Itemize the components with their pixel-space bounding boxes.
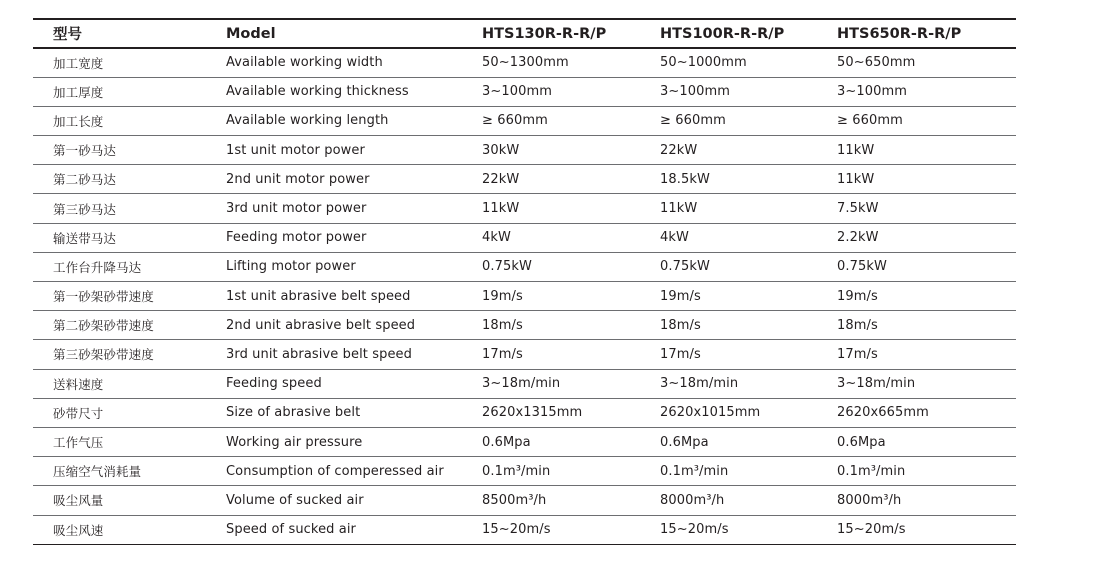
cell-en: Volume of sucked air: [226, 492, 364, 508]
cell-model-1: 18m/s: [482, 317, 523, 333]
table-row: [33, 223, 1016, 252]
cell-en: 3rd unit motor power: [226, 201, 367, 217]
header-model-2: HTS100R-R-R/P: [660, 25, 785, 42]
cell-model-1: 3~18m/min: [482, 376, 561, 392]
table-row: [33, 252, 1016, 281]
cell-model-1: 30kW: [482, 142, 520, 158]
cell-model-3: 8000m³/h: [837, 492, 902, 508]
cell-model-1: 3~100mm: [482, 84, 553, 100]
table-row: [33, 77, 1016, 106]
cell-model-1: 11kW: [482, 201, 520, 217]
table-row: [33, 427, 1016, 456]
cell-model-1: 4kW: [482, 230, 511, 246]
table-header: [33, 19, 1016, 48]
spec-table: [33, 18, 1016, 545]
cell-model-2: 3~18m/min: [660, 376, 739, 392]
cell-cn: 压缩空气消耗量: [53, 464, 142, 480]
cell-en: Feeding speed: [226, 376, 322, 392]
cell-cn: 第一砂马达: [53, 143, 117, 159]
table-row: [33, 340, 1016, 369]
cell-cn: 第二砂架砂带速度: [53, 318, 154, 334]
cell-model-3: 0.6Mpa: [837, 434, 886, 450]
cell-cn: 第三砂架砂带速度: [53, 347, 154, 363]
table-row: [33, 282, 1016, 311]
cell-cn: 第三砂马达: [53, 201, 117, 217]
cell-en: 1st unit motor power: [226, 142, 365, 158]
table-row: [33, 165, 1016, 194]
cell-model-2: 0.75kW: [660, 259, 710, 275]
cell-en: 2nd unit motor power: [226, 171, 370, 187]
table-row: [33, 311, 1016, 340]
table-row: [33, 515, 1016, 544]
table-row: [33, 48, 1016, 77]
cell-model-3: 50~650mm: [837, 55, 916, 71]
cell-model-2: 2620x1015mm: [660, 405, 761, 421]
cell-en: Available working width: [226, 55, 383, 71]
cell-model-1: 22kW: [482, 171, 520, 187]
cell-model-2: 8000m³/h: [660, 492, 725, 508]
cell-cn: 吸尘风速: [53, 522, 104, 538]
cell-model-1: 2620x1315mm: [482, 405, 583, 421]
table-row: [33, 136, 1016, 165]
cell-en: Available working length: [226, 113, 389, 129]
header-en: Model: [226, 25, 276, 42]
cell-en: Feeding motor power: [226, 230, 367, 246]
cell-model-1: 8500m³/h: [482, 492, 547, 508]
cell-model-1: 19m/s: [482, 288, 523, 304]
cell-model-2: ≥ 660mm: [660, 113, 726, 129]
header-cn: 型号: [53, 27, 82, 43]
cell-model-3: ≥ 660mm: [837, 113, 903, 129]
cell-model-2: 18.5kW: [660, 171, 710, 187]
cell-model-3: 11kW: [837, 171, 875, 187]
cell-model-3: 3~18m/min: [837, 376, 916, 392]
cell-en: Speed of sucked air: [226, 522, 356, 538]
cell-cn: 加工宽度: [53, 55, 104, 71]
cell-model-2: 0.6Mpa: [660, 434, 709, 450]
table-row: [33, 106, 1016, 135]
cell-model-3: 11kW: [837, 142, 875, 158]
cell-cn: 吸尘风量: [53, 493, 104, 509]
cell-model-3: 2.2kW: [837, 230, 879, 246]
cell-model-2: 19m/s: [660, 288, 701, 304]
cell-cn: 砂带尺寸: [53, 405, 104, 421]
cell-en: Lifting motor power: [226, 259, 356, 275]
cell-model-3: 0.75kW: [837, 259, 887, 275]
cell-model-1: 0.6Mpa: [482, 434, 531, 450]
cell-model-2: 22kW: [660, 142, 698, 158]
cell-model-2: 4kW: [660, 230, 689, 246]
cell-model-3: 17m/s: [837, 346, 878, 362]
cell-model-1: 15~20m/s: [482, 522, 551, 538]
header-model-1: HTS130R-R-R/P: [482, 25, 607, 42]
cell-cn: 工作台升降马达: [53, 259, 142, 275]
cell-cn: 加工厚度: [53, 84, 104, 100]
cell-model-2: 15~20m/s: [660, 522, 729, 538]
cell-model-1: 0.1m³/min: [482, 463, 551, 479]
cell-model-3: 18m/s: [837, 317, 878, 333]
cell-model-2: 17m/s: [660, 346, 701, 362]
cell-model-2: 0.1m³/min: [660, 463, 729, 479]
cell-model-3: 7.5kW: [837, 201, 879, 217]
cell-model-1: 50~1300mm: [482, 55, 569, 71]
cell-en: Size of abrasive belt: [226, 405, 361, 421]
table-body: [33, 48, 1016, 544]
cell-cn: 加工长度: [53, 113, 104, 129]
cell-model-3: 0.1m³/min: [837, 463, 906, 479]
cell-model-2: 50~1000mm: [660, 55, 747, 71]
cell-model-1: 0.75kW: [482, 259, 532, 275]
cell-model-1: 17m/s: [482, 346, 523, 362]
table-row: [33, 398, 1016, 427]
cell-en: 1st unit abrasive belt speed: [226, 288, 411, 304]
cell-cn: 第一砂架砂带速度: [53, 289, 154, 305]
cell-model-3: 3~100mm: [837, 84, 908, 100]
cell-model-2: 11kW: [660, 201, 698, 217]
table-row: [33, 486, 1016, 515]
cell-model-2: 18m/s: [660, 317, 701, 333]
cell-en: 3rd unit abrasive belt speed: [226, 346, 412, 362]
cell-cn: 输送带马达: [53, 230, 117, 246]
cell-en: Working air pressure: [226, 434, 363, 450]
cell-model-3: 15~20m/s: [837, 522, 906, 538]
cell-model-3: 2620x665mm: [837, 405, 929, 421]
cell-en: Consumption of comperessed air: [226, 463, 444, 479]
table-row: [33, 369, 1016, 398]
cell-en: Available working thickness: [226, 84, 409, 100]
cell-model-3: 19m/s: [837, 288, 878, 304]
cell-cn: 工作气压: [53, 435, 104, 451]
cell-cn: 送料速度: [53, 376, 104, 392]
cell-model-1: ≥ 660mm: [482, 113, 548, 129]
cell-cn: 第二砂马达: [53, 172, 117, 188]
header-model-3: HTS650R-R-R/P: [837, 25, 962, 42]
header-row: [33, 19, 1016, 48]
cell-model-2: 3~100mm: [660, 84, 731, 100]
cell-en: 2nd unit abrasive belt speed: [226, 317, 416, 333]
table-row: [33, 194, 1016, 223]
table-row: [33, 457, 1016, 486]
